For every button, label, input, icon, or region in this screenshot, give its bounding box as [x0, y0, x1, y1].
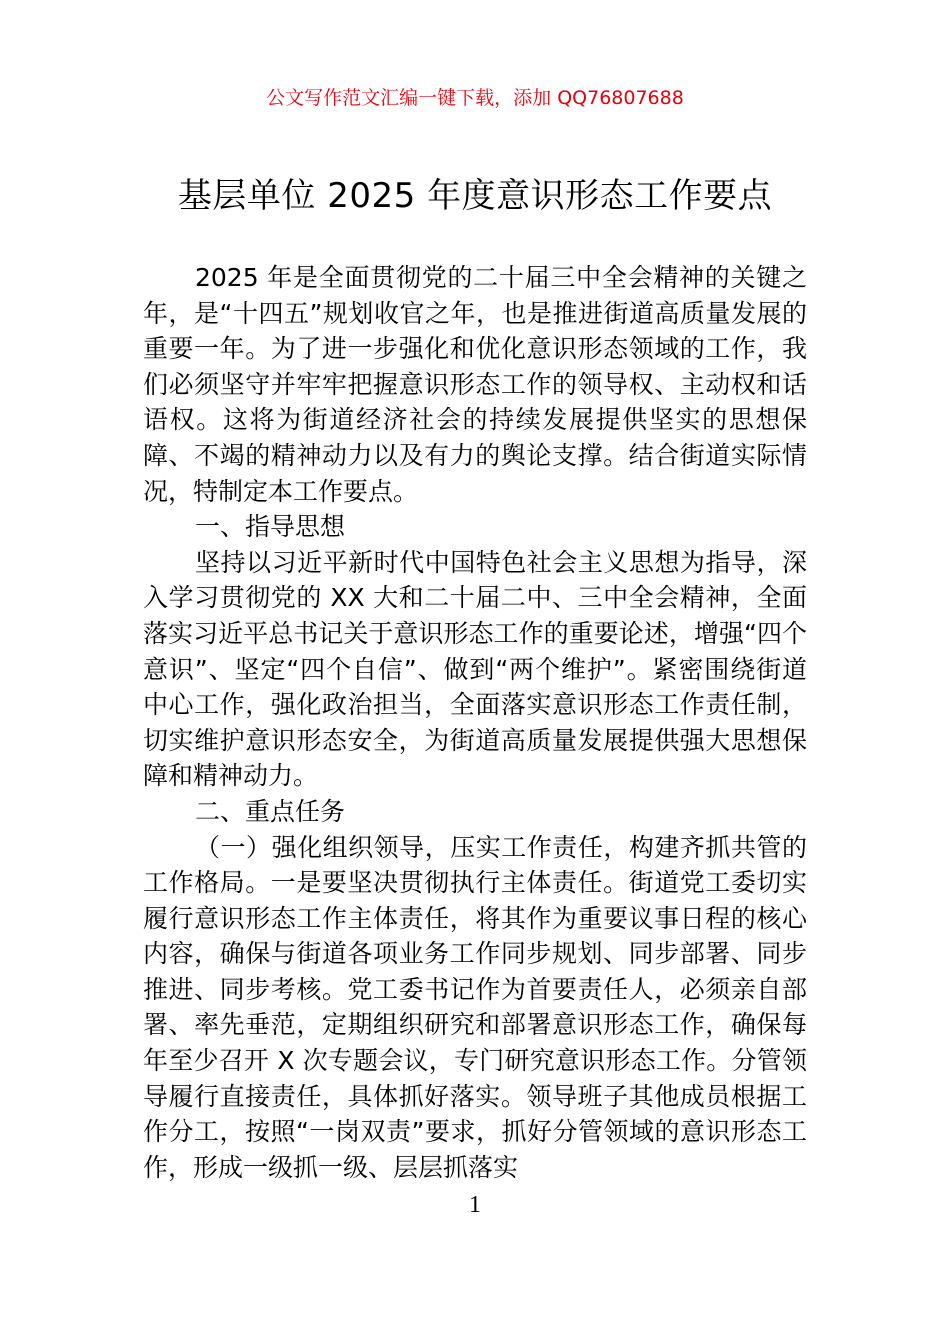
download-banner: 公文写作范文汇编一键下载，添加 QQ76807688	[266, 87, 684, 109]
document-title: 基层单位 2025 年度意识形态工作要点	[177, 176, 773, 216]
page-number: 1	[469, 1192, 481, 1218]
key-tasks-paragraph: （一）强化组织领导，压实工作责任，构建齐抓共管的工作格局。一是要坚决贯彻执行主体责任。街道党工委切实履行意识形态工作主体责任，将其作为重要议事日程的核心内容，确保与街道各项业务工作同步规划、同步部署、同步推进、同步考核。党工委书记作为首要责任人，必须亲自部署、率先垂范，定期组织研究和部署意识形态工作，确保每年至少召开 X 次专题会议，专门研究意识形态工作。分管领导履行直接责任，具体抓好落实。领导班子其他成员根据工作分工，按照“一岗双责”要求，抓好分管领域的意识形态工作，形成一级抓一级、层层抓落实	[143, 832, 807, 1182]
document-body	[143, 260, 807, 1185]
section-heading-guiding-ideology: 一、指导思想	[195, 512, 346, 542]
section-heading-key-tasks: 二、重点任务	[195, 796, 346, 826]
guiding-ideology-paragraph: 坚持以习近平新时代中国特色社会主义思想为指导，深入学习贯彻党的 XX 大和二十届二中、三中全会精神，全面落实习近平总书记关于意识形态工作的重要论述，增强“四个意识”、坚定“四个自信”、做到“两个维护”。紧密围绕街道中心工作，强化政治担当，全面落实意识形态工作责任制，切实维护意识形态安全，为街道高质量发展提供强大思想保障和精神动力。	[143, 547, 807, 791]
intro-paragraph: 2025 年是全面贯彻党的二十届三中全会精神的关键之年，是“十四五”规划收官之年，也是推进街道高质量发展的重要一年。为了进一步强化和优化意识形态领域的工作，我们必须坚守并牢牢把握意识形态工作的领导权、主动权和话语权。这将为街道经济社会的持续发展提供坚实的思想保障、不竭的精神动力以及有力的舆论支撑。结合街道实际情况，特制定本工作要点。	[143, 263, 807, 506]
